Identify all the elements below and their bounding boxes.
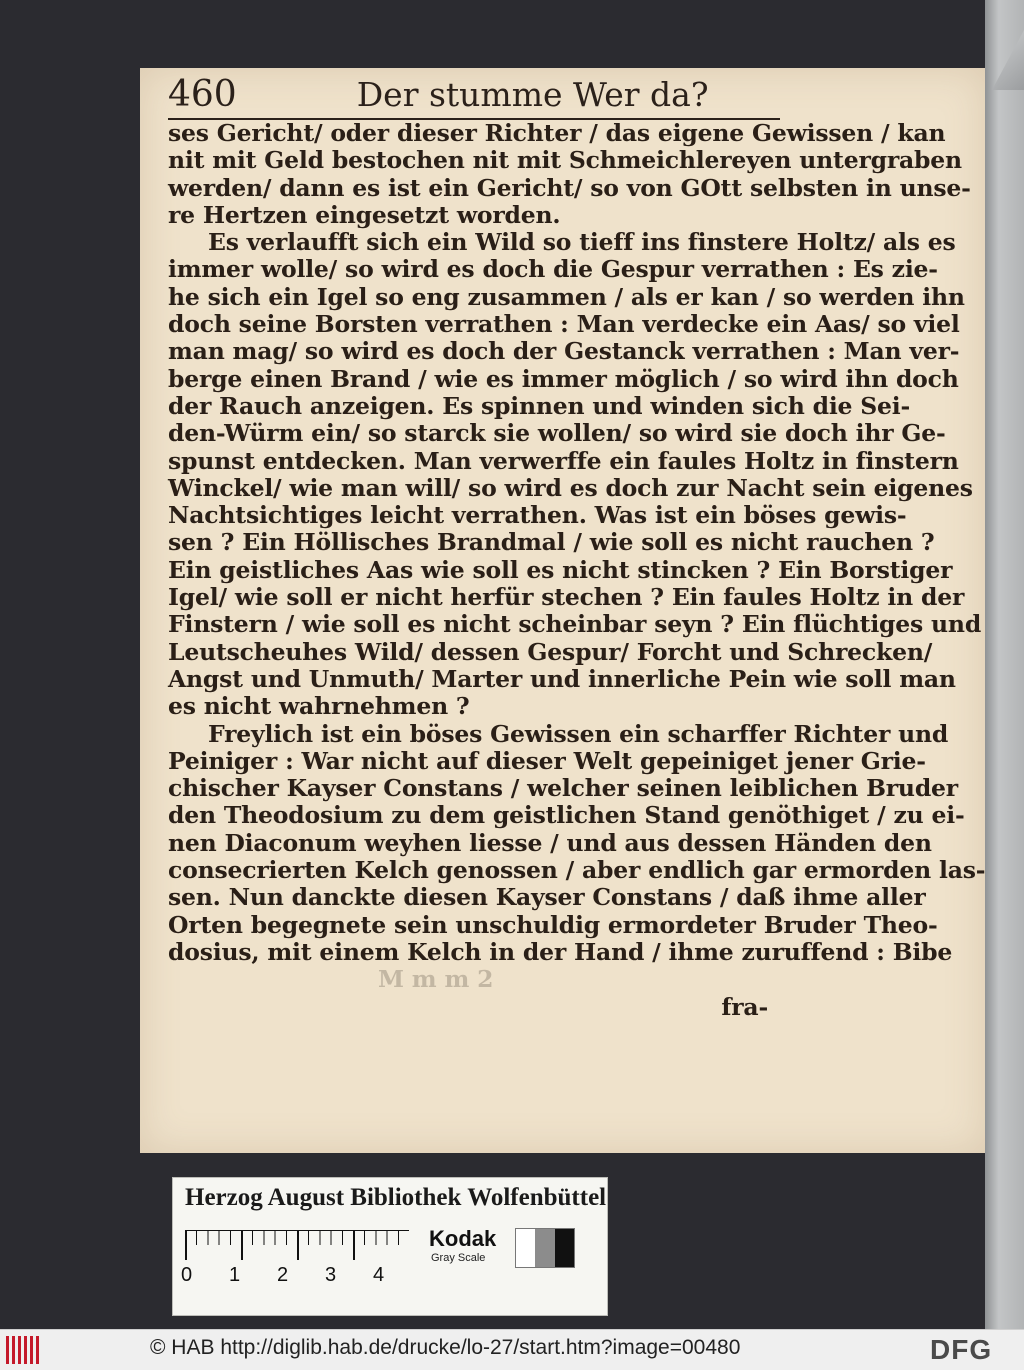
- text-line: he sich ein Igel so eng zusammen / als er kan / so werden ihn: [168, 282, 965, 311]
- text-line: Angst und Unmuth/ Marter und innerliche Pein wie soll man: [168, 664, 956, 693]
- text-line: consecrierten Kelch genossen / aber endlich gar ermorden las-: [168, 856, 986, 885]
- viewer-footer: [0, 1329, 1024, 1370]
- signature-text: M m m 2: [378, 965, 494, 994]
- text-line: Nachtsichtiges leicht verrathen. Was ist ein böses gewis-: [168, 501, 907, 530]
- text-line: Es verlaufft sich ein Wild so tieff ins finstere Holtz/ als es: [208, 228, 956, 257]
- text-line: Winckel/ wie man will/ so wird es doch zur Nacht sein eigenes: [168, 473, 973, 502]
- gray-scale-patches: [515, 1228, 575, 1268]
- text-line: ses Gericht/ oder dieser Richter / das eigene Gewissen / kan: [168, 119, 946, 147]
- text-line: nen Diaconum weyhen liesse / und aus dessen Händen den: [168, 828, 932, 857]
- hab-logo-icon: [6, 1336, 42, 1364]
- text-line: spunst entdecken. Man verwerffe ein faules Holtz in finstern: [168, 446, 959, 475]
- gray-patch: [535, 1229, 554, 1267]
- text-line: berge einen Brand / wie es immer möglich / so wird ihn doch: [168, 364, 959, 393]
- page-header: [168, 74, 780, 120]
- text-line: doch seine Borsten verrathen : Man verdecke ein Aas/ so viel: [168, 310, 960, 339]
- gray-scale-label: Gray Scale: [431, 1252, 486, 1264]
- text-line: nit mit Geld bestochen nit mit Schmeichlereyen untergraben: [168, 146, 962, 175]
- text-line: chischer Kayser Constans / welcher seinen leiblichen Bruder: [168, 774, 958, 803]
- text-line: Leutscheuhes Wild/ dessen Gespur/ Forcht und Schrecken/: [168, 637, 933, 666]
- text-line: Finstern / wie soll es nicht scheinbar seyn ? Ein flüchtiges und: [168, 610, 982, 639]
- color-calibration-card: [172, 1177, 608, 1316]
- colorbar-title: Herzog August Bibliothek Wolfenbüttel: [185, 1184, 607, 1211]
- running-head: Der stumme Wer da?: [356, 75, 709, 114]
- text-line: Orten begegnete sein unschuldig ermordeter Bruder Theo-: [168, 910, 938, 939]
- text-line: den-Würm ein/ so starck sie wollen/ so wird sie doch ihr Ge-: [168, 419, 946, 448]
- signature-mark: [168, 966, 778, 993]
- permalink[interactable]: © HAB http://diglib.hab.de/drucke/lo-27/start.htm?image=00480: [150, 1336, 741, 1359]
- text-line: sen. Nun danckte diesen Kayser Constans / daß ihme aller: [168, 883, 926, 912]
- gray-patch: [555, 1229, 574, 1267]
- text-line: dosius, mit einem Kelch in der Hand / ihme zuruffend : Bibe: [168, 937, 953, 966]
- ruler-number: 1: [229, 1264, 241, 1286]
- text-line: der Rauch anzeigen. Es spinnen und winden sich die Sei-: [168, 391, 911, 420]
- ruler-major-ticks: [185, 1230, 409, 1260]
- text-line: es nicht wahrnehmen ?: [168, 692, 470, 721]
- kodak-logo: Kodak: [429, 1226, 497, 1251]
- ruler-number: 0: [181, 1264, 193, 1286]
- ruler-number: 4: [373, 1264, 385, 1286]
- body-text: [168, 119, 986, 1021]
- text-line: re Hertzen eingesetzt worden.: [168, 200, 561, 229]
- text-line: man mag/ so wird es doch der Gestanck verrathen : Man ver-: [168, 337, 960, 366]
- text-line: Peiniger : War nicht auf dieser Welt gepeiniget jener Grie-: [168, 746, 926, 775]
- ruler-numbers: [181, 1264, 421, 1287]
- text-line: immer wolle/ so wird es doch die Gespur verrathen : Es zie-: [168, 255, 938, 284]
- text-line: sen ? Ein Höllisches Brandmal / wie soll es nicht rauchen ?: [168, 528, 935, 557]
- mount-board: [985, 0, 1024, 1329]
- text-line: werden/ dann es ist ein Gericht/ so von GOtt selbsten in unse-: [168, 173, 971, 202]
- dfg-logo: DFG: [930, 1334, 993, 1365]
- catchword: fra-: [721, 992, 768, 1021]
- ruler-number: 3: [325, 1264, 337, 1286]
- ruler-number: 2: [277, 1264, 289, 1286]
- text-line: Ein geistliches Aas wie soll es nicht stincken ? Ein Borstiger: [168, 555, 953, 584]
- page-number: 460: [168, 74, 237, 115]
- text-line: Freylich ist ein böses Gewissen ein scharffer Richter und: [208, 719, 949, 748]
- text-line: Igel/ wie soll er nicht herfür stechen ? Ein faules Holtz in der: [168, 583, 965, 612]
- gray-patch: [516, 1229, 535, 1267]
- text-line: den Theodosium zu dem geistlichen Stand genöthiget / zu ei-: [168, 801, 965, 830]
